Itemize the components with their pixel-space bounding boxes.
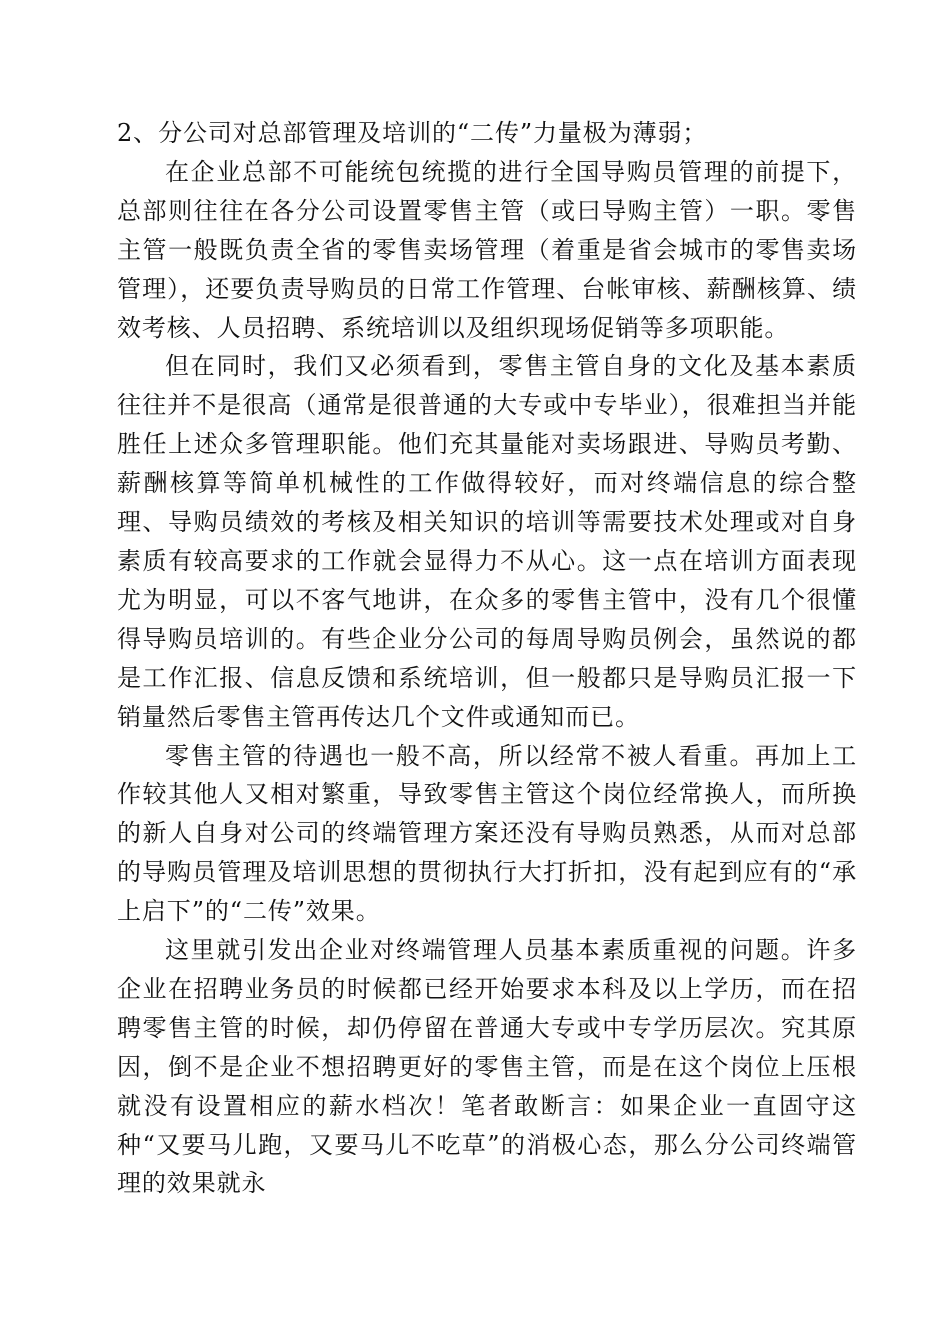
section-heading: 2、分公司对总部管理及培训的“二传”力量极为薄弱； [117, 119, 708, 147]
body-paragraph: 在企业总部不可能统包统揽的进行全国导购员管理的前提下，总部则往往在各分公司设置零售主管（或曰导购主管）一职。零售主管一般既负责全省的零售卖场管理（着重是省会城市的零售卖场管理），还要负责导购员的日常工作管理、台帐审核、薪酬核算、绩效考核、人员招聘、系统培训以及组织现场促销等多项职能。 [117, 157, 857, 342]
body-paragraph: 这里就引发出企业对终端管理人员基本素质重视的问题。许多企业在招聘业务员的时候都已经开始要求本科及以上学历，而在招聘零售主管的时候，却仍停留在普通大专或中专学历层次。究其原因，倒不是企业不想招聘更好的零售主管，而是在这个岗位上压根就没有设置相应的薪水档次！笔者敢断言：如果企业一直固守这种“又要马儿跑，又要马儿不吃草”的消极心态，那么分公司终端管理的效果就永 [117, 936, 857, 1198]
document-body [117, 114, 857, 1203]
body-paragraph: 但在同时，我们又必须看到，零售主管自身的文化及基本素质往往并不是很高（通常是很普通的大专或中专毕业），很难担当并能胜任上述众多管理职能。他们充其量能对卖场跟进、导购员考勤、薪酬核算等简单机械性的工作做得较好，而对终端信息的综合整理、导购员绩效的考核及相关知识的培训等需要技术处理或对自身素质有较高要求的工作就会显得力不从心。这一点在培训方面表现尤为明显，可以不客气地讲，在众多的零售主管中，没有几个很懂得导购员培训的。有些企业分公司的每周导购员例会，虽然说的都是工作汇报、信息反馈和系统培训，但一般都只是导购员汇报一下销量然后零售主管再传达几个文件或通知而已。 [117, 352, 857, 731]
body-paragraph: 零售主管的待遇也一般不高，所以经常不被人看重。再加上工作较其他人又相对繁重，导致零售主管这个岗位经常换人，而所换的新人自身对公司的终端管理方案还没有导购员熟悉，从而对总部的导购员管理及培训思想的贯彻执行大打折扣，没有起到应有的“承上启下”的“二传”效果。 [117, 741, 857, 926]
